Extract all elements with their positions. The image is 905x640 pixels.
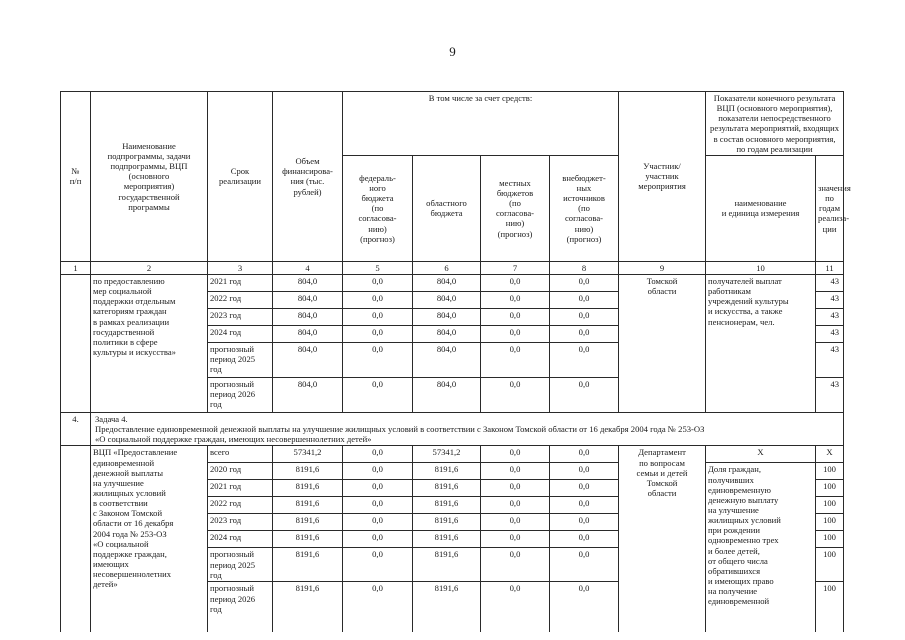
- regional-cell: 804,0: [413, 274, 481, 291]
- indicator-value-cell: 43: [816, 308, 844, 325]
- federal-cell: 0,0: [343, 480, 413, 497]
- column-number: 6: [413, 261, 481, 274]
- column-number: 7: [481, 261, 550, 274]
- column-number: 9: [619, 261, 706, 274]
- term-cell: 2024 год: [208, 325, 273, 342]
- indicator-value-cell: 43: [816, 274, 844, 291]
- regional-cell: 804,0: [413, 342, 481, 377]
- header-group-indicators: Показатели конечного результата ВЦП (основного мероприятия), показатели непосредственного результата мероприятий, входящих в состав основного мероприятия, по годам реализации: [706, 92, 844, 156]
- extra-cell: 0,0: [550, 325, 619, 342]
- regional-cell: 804,0: [413, 308, 481, 325]
- federal-cell: 0,0: [343, 446, 413, 463]
- header-col-regional: областного бюджета: [413, 155, 481, 261]
- extra-cell: 0,0: [550, 497, 619, 514]
- federal-cell: 0,0: [343, 291, 413, 308]
- task-row: [61, 412, 844, 445]
- extra-cell: 0,0: [550, 582, 619, 632]
- indicator-name-cell: получателей выплат работникам учреждений культуры и искусства, а также пенсионерам, чел.: [706, 274, 816, 412]
- volume-cell: 804,0: [273, 308, 343, 325]
- term-cell: всего: [208, 446, 273, 463]
- extra-cell: 0,0: [550, 463, 619, 480]
- column-number: 10: [706, 261, 816, 274]
- indicator-value-cell: 100: [816, 514, 844, 531]
- term-cell: прогнозный период 2026 год: [208, 377, 273, 412]
- column-number: 8: [550, 261, 619, 274]
- extra-cell: 0,0: [550, 342, 619, 377]
- federal-cell: 0,0: [343, 582, 413, 632]
- column-number: 2: [91, 261, 208, 274]
- regional-cell: 804,0: [413, 325, 481, 342]
- federal-cell: 0,0: [343, 325, 413, 342]
- federal-cell: 0,0: [343, 274, 413, 291]
- term-cell: 2022 год: [208, 497, 273, 514]
- local-cell: 0,0: [481, 446, 550, 463]
- indicator-value-cell: 43: [816, 325, 844, 342]
- header-col-federal: федераль- ного бюджета (по согласова- нию) (прогноз): [343, 155, 413, 261]
- table-row: [61, 274, 844, 291]
- regional-cell: 8191,6: [413, 514, 481, 531]
- extra-cell: 0,0: [550, 308, 619, 325]
- header-group-sources: В том числе за счет средств:: [343, 92, 619, 156]
- volume-cell: 8191,6: [273, 480, 343, 497]
- extra-cell: 0,0: [550, 274, 619, 291]
- term-cell: 2024 год: [208, 531, 273, 548]
- regional-cell: 8191,6: [413, 531, 481, 548]
- extra-cell: 0,0: [550, 480, 619, 497]
- indicator-value-cell: 100: [816, 548, 844, 582]
- volume-cell: 8191,6: [273, 497, 343, 514]
- local-cell: 0,0: [481, 308, 550, 325]
- header-col-volume: Объем финансирова- ния (тыс. рублей): [273, 92, 343, 262]
- federal-cell: 0,0: [343, 548, 413, 582]
- header-col-name: Наименование подпрограммы, задачи подпрограммы, ВЦП (основного мероприятия) государственной программы: [91, 92, 208, 262]
- term-cell: 2021 год: [208, 480, 273, 497]
- volume-cell: 804,0: [273, 342, 343, 377]
- local-cell: 0,0: [481, 531, 550, 548]
- term-cell: 2023 год: [208, 514, 273, 531]
- indicator-value-cell: 100: [816, 480, 844, 497]
- indicator-value-cell: 43: [816, 291, 844, 308]
- term-cell: 2022 год: [208, 291, 273, 308]
- program-table: [60, 91, 851, 632]
- term-cell: 2023 год: [208, 308, 273, 325]
- term-cell: прогнозный период 2025 год: [208, 548, 273, 582]
- local-cell: 0,0: [481, 463, 550, 480]
- regional-cell: 804,0: [413, 377, 481, 412]
- column-number: 1: [61, 261, 91, 274]
- regional-cell: 804,0: [413, 291, 481, 308]
- volume-cell: 8191,6: [273, 548, 343, 582]
- federal-cell: 0,0: [343, 531, 413, 548]
- local-cell: 0,0: [481, 342, 550, 377]
- local-cell: 0,0: [481, 325, 550, 342]
- volume-cell: 804,0: [273, 291, 343, 308]
- term-cell: 2020 год: [208, 463, 273, 480]
- header-col-indicator-name: наименование и единица измерения: [706, 155, 816, 261]
- federal-cell: 0,0: [343, 377, 413, 412]
- volume-cell: 8191,6: [273, 463, 343, 480]
- extra-cell: 0,0: [550, 291, 619, 308]
- program-name: по предоставлению мер социальной поддержки отдельным категориям граждан в рамках реализации государственной политики в сфере культуры и искусства»: [91, 274, 208, 412]
- volume-cell: 804,0: [273, 274, 343, 291]
- column-number-row: [61, 261, 844, 274]
- extra-cell: 0,0: [550, 548, 619, 582]
- federal-cell: 0,0: [343, 308, 413, 325]
- indicator-name-cell: Х: [706, 446, 816, 463]
- regional-cell: 8191,6: [413, 480, 481, 497]
- extra-cell: 0,0: [550, 446, 619, 463]
- local-cell: 0,0: [481, 274, 550, 291]
- regional-cell: 8191,6: [413, 548, 481, 582]
- indicator-value-cell: 100: [816, 463, 844, 480]
- local-cell: 0,0: [481, 291, 550, 308]
- federal-cell: 0,0: [343, 497, 413, 514]
- volume-cell: 8191,6: [273, 531, 343, 548]
- indicator-name-cell: Доля граждан, получивших единовременную денежную выплату на улучшение жилищных условий при рождении одновременно трех и более детей, от общего числа обратившихся и имеющих право на получение единовременной: [706, 463, 816, 632]
- column-number: 11: [816, 261, 844, 274]
- extra-cell: 0,0: [550, 377, 619, 412]
- task-title: Задача 4. Предоставление единовременной денежной выплаты на улучшение жилищных условий в соответствии с Законом Томской области от 16 декабря 2004 года № 253-ОЗ «О социальной поддержке граждан, имеющих несовершеннолетних детей»: [91, 412, 844, 445]
- volume-cell: 804,0: [273, 377, 343, 412]
- volume-cell: 8191,6: [273, 582, 343, 632]
- column-number: 4: [273, 261, 343, 274]
- row-number-cell: [61, 274, 91, 412]
- header-col-local: местных бюджетов (по согласова- нию) (прогноз): [481, 155, 550, 261]
- column-number: 5: [343, 261, 413, 274]
- regional-cell: 8191,6: [413, 497, 481, 514]
- volume-cell: 57341,2: [273, 446, 343, 463]
- column-number: 3: [208, 261, 273, 274]
- indicator-value-cell: 100: [816, 582, 844, 632]
- table-row: [61, 446, 844, 463]
- term-cell: 2021 год: [208, 274, 273, 291]
- header-col-participant: Участник/ участник мероприятия: [619, 92, 706, 262]
- task-number: 4.: [61, 412, 91, 445]
- indicator-value-cell: 43: [816, 342, 844, 377]
- regional-cell: 57341,2: [413, 446, 481, 463]
- local-cell: 0,0: [481, 480, 550, 497]
- page-number: 9: [449, 44, 456, 59]
- indicator-value-cell: Х: [816, 446, 844, 463]
- local-cell: 0,0: [481, 548, 550, 582]
- term-cell: прогнозный период 2026 год: [208, 582, 273, 632]
- participant-cell: Департамент по вопросам семьи и детей Томской области: [619, 446, 706, 632]
- extra-cell: 0,0: [550, 514, 619, 531]
- indicator-value-cell: 100: [816, 531, 844, 548]
- local-cell: 0,0: [481, 377, 550, 412]
- federal-cell: 0,0: [343, 514, 413, 531]
- regional-cell: 8191,6: [413, 582, 481, 632]
- header-col-extrabudget: внебюджет- ных источников (по согласова- нию) (прогноз): [550, 155, 619, 261]
- term-cell: прогнозный период 2025 год: [208, 342, 273, 377]
- indicator-value-cell: 43: [816, 377, 844, 412]
- header-col-number: № п/п: [61, 92, 91, 262]
- federal-cell: 0,0: [343, 342, 413, 377]
- volume-cell: 804,0: [273, 325, 343, 342]
- regional-cell: 8191,6: [413, 463, 481, 480]
- row-number-cell: [61, 446, 91, 632]
- participant-cell: Томской области: [619, 274, 706, 412]
- federal-cell: 0,0: [343, 463, 413, 480]
- volume-cell: 8191,6: [273, 514, 343, 531]
- local-cell: 0,0: [481, 514, 550, 531]
- header-col-term: Срок реализации: [208, 92, 273, 262]
- indicator-value-cell: 100: [816, 497, 844, 514]
- program-name: ВЦП «Предоставление единовременной денежной выплаты на улучшение жилищных условий в соответствии с Законом Томской области от 16 декабря 2004 года № 253-ОЗ «О социальной поддержке граждан, имеющих несовершеннолетних детей»: [91, 446, 208, 632]
- extra-cell: 0,0: [550, 531, 619, 548]
- local-cell: 0,0: [481, 582, 550, 632]
- header-col-indicator-values: значения по годам реализа- ции: [816, 155, 844, 261]
- local-cell: 0,0: [481, 497, 550, 514]
